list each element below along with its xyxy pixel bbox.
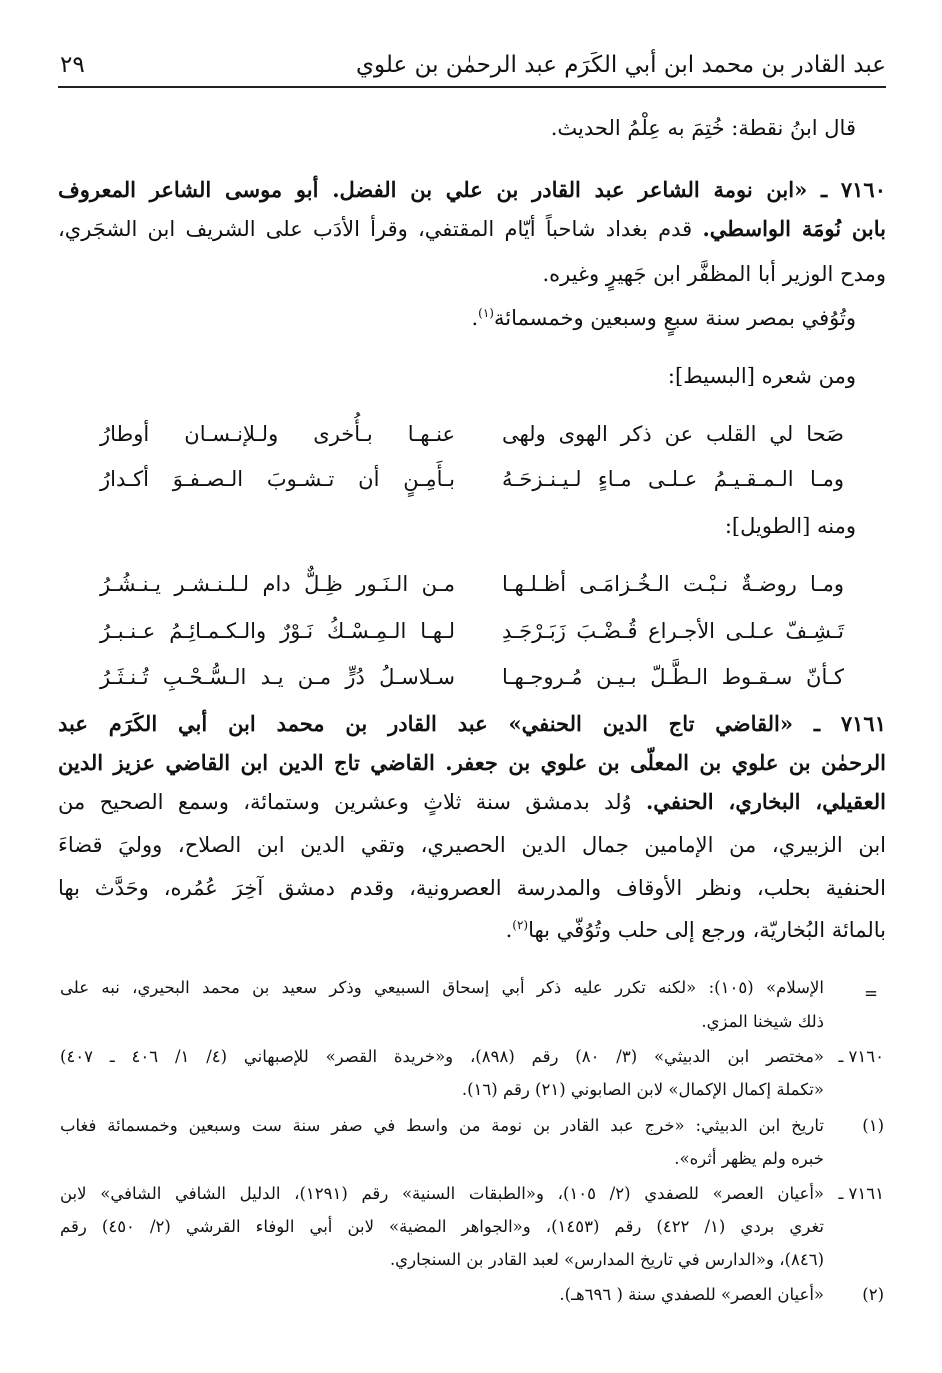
poem-intro: ومنه [الطويل]:	[724, 514, 856, 538]
entry-7160-title: ٧١٦٠ ـ «ابن نومة الشاعر عبد القادر بن علي بن الفضل. أبو موسى الشاعر المعروف	[58, 177, 886, 202]
footnote-number: (٢)	[862, 1285, 884, 1304]
verse-hemistich: سـلاسـلُ دُرٍّ مـن يـد الـسُّـحْـبِ تُـنـثَـرُ	[100, 665, 455, 689]
body-line: قال ابنُ نقطة: خُتِمَ به عِلْمُ الحديث.	[550, 116, 856, 140]
footnote-number: (١)	[862, 1116, 884, 1135]
footnote-line: «تكملة إكمال الإكمال» لابن الصابوني (٢١) رقم (١٦).	[461, 1080, 824, 1099]
footnote-entry-mark: ٧١٦٠ ـ	[838, 1047, 884, 1066]
poem-intro: ومن شعره [البسيط]:	[667, 364, 856, 388]
verse-hemistich: صَحا لي القلب عن ذكر الهوى ولهى	[502, 422, 844, 446]
verse-hemistich: ومـا روضـةٌ نـبْـت الـخُـزامَـى أظـلـهـا	[502, 572, 844, 596]
verse-hemistich: عنـهـا بـأُخرى ولـلإنـسـان أوطارُ	[100, 422, 455, 446]
entry-7160-line: ومدح الوزير أبا المظفَّر ابن جَهيرٍ وغيره.	[542, 262, 886, 286]
footnote-line: «مختصر ابن الدبيثي» (٣/ ٨٠) رقم (٨٩٨)، و«خريدة القصر» للإصبهاني (٤/ ١/ ٤٠٦ ـ ٤٠٧)	[60, 1047, 825, 1066]
footnote-ref[interactable]: (٢)	[512, 918, 529, 932]
footnote-line: تاريخ ابن الدبيثي: «خرج عبد القادر بن نومة من واسط في صفر سنة ست وسبعين وخمسمائة فغاب	[60, 1116, 824, 1135]
entry-7161-title-end: العقيلي، البخاري، الحنفي.	[646, 789, 886, 814]
entry-7161-title: ٧١٦١ ـ «القاضي تاج الدين الحنفي» عبد القادر بن محمد ابن أبي الكَرَم عبد	[58, 711, 886, 736]
entry-7160-line: وتُوُفي بمصر سنة سبعٍ وسبعين وخمسمائة$^{(١)}$.	[471, 306, 856, 330]
footnote-entry-mark: ٧١٦١ ـ	[838, 1184, 884, 1203]
entry-7160-title-end: بابن نُومَة الواسطي.	[702, 216, 886, 241]
footnote-line: تغري بردي (١/ ٤٢٢) رقم (١٤٥٣)، و«الجواهر المضية» لابن أبي الوفاء القرشي (٢/ ٤٥٠) رقم	[60, 1217, 824, 1236]
entry-7161-line: بالمائة البُخاريّة، ورجع إلى حلب وتُوُفّي بها$^{(٢)}$.	[505, 918, 886, 942]
footnote-line: خبره ولم يظهر أثره».	[674, 1149, 824, 1168]
running-header	[58, 46, 886, 88]
verse-hemistich: لـهـا الـمِـسْـكُ نَـوْرٌ والـكـمـائِـمُ عـنـبـرُ	[100, 619, 455, 643]
footnote-line: (٨٤٦)، و«الدارس في تاريخ المدارس» لعبد القادر بن السنجاري.	[389, 1250, 824, 1269]
verse-hemistich: بـأَمِـنٍ أن تـشـوبَ الـصـفـوَ أكـدارُ	[100, 467, 455, 491]
footnote-line: ذلك شيخنا المزي.	[701, 1012, 824, 1031]
entry-7160-line: بابن نُومَة الواسطي. قدم بغداد شاحباً أيّام المقتفي، وقرأ الأدَب على الشريف ابن الشجَري،	[58, 216, 886, 241]
footnote-line: «أعيان العصر» للصفدي (٢/ ١٠٥)، و«الطبقات السنية» رقم (١٢٩١)، الدليل الشافي الشافي» لابن	[60, 1184, 825, 1203]
verse-hemistich: تَـشِـفّ عـلـى الأجـراع قُـضْـبَ زَبَـرْجَـدِ	[502, 619, 844, 643]
footnote-ref[interactable]: (١)	[478, 306, 494, 320]
verse-hemistich: ومـا الـمـقـيـمُ عـلـى مـاءٍ لـيـنـزحَـهُ	[502, 467, 844, 491]
entry-7161-line: ابن الزبيري، من الإمامين جمال الدين الحصيري، وتقي الدين ابن الصلاح، ووليَ قضاءَ	[58, 833, 886, 857]
verse-hemistich: مـن الـنَـور ظِـلٌّ دام لـلـنـشـر يـنـشُـرُ	[100, 572, 455, 596]
footnote-line: الإسلام» (١٠٥): «لكنه تكرر عليه ذكر أبي إسحاق السبيعي وذكر سعيد بن محمد البحيري، نبه على	[60, 978, 824, 997]
entry-7161-line: العقيلي، البخاري، الحنفي. وُلد بدمشق سنة ثلاثٍ وعشرين وستمائة، وسمع الصحيح من	[58, 789, 886, 814]
footnote-line: «أعيان العصر» للصفدي سنة ( ٦٩٦هـ).	[559, 1285, 824, 1304]
entry-7161-title: الرحمٰن بن علوي بن المعلّى بن علوي بن جعفر. القاضي تاج الدين ابن القاضي عزيز الدين	[58, 750, 886, 775]
footnote-continuation-mark: =	[864, 984, 878, 1003]
verse-hemistich: كـأنّ سـقـوط الـطَّـلّ بـيـن مُـروجـهـا	[502, 665, 844, 689]
header-title: عبد القادر بن محمد ابن أبي الكَرَم عبد الرحمٰن بن علوي	[356, 52, 886, 78]
page-number: ٢٩	[60, 52, 85, 78]
entry-7161-line: الحنفية بحلب، ونظر الأوقاف والمدرسة العصرونية، وقدم دمشق آخِرَ عُمُره، وحَدَّث بها	[58, 876, 886, 900]
